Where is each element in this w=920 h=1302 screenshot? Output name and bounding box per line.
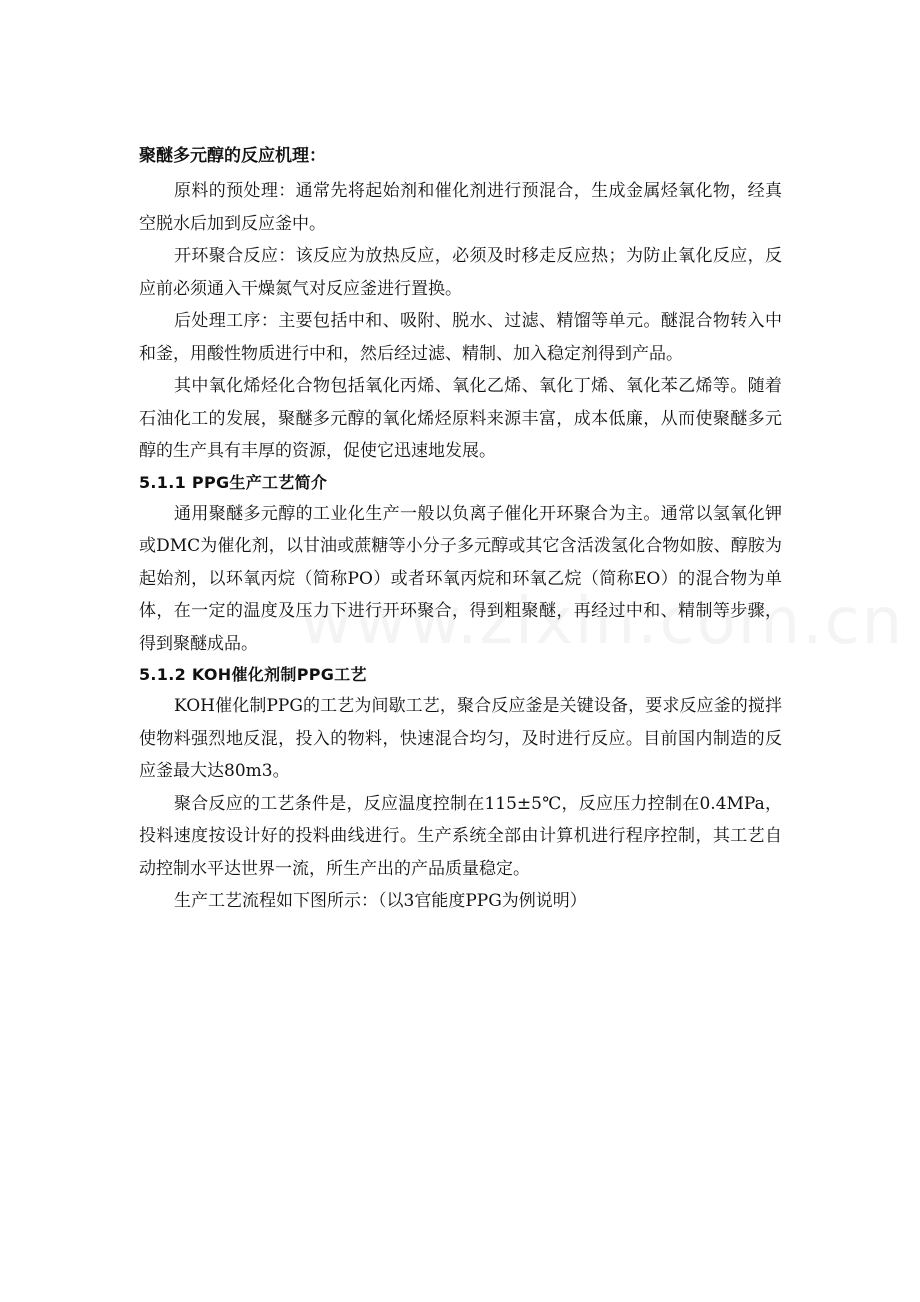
section-heading-koh-ppg: 5.1.2 KOH催化剂制PPG工艺 [139,665,367,684]
paragraph-process-conditions: 聚合反应的工艺条件是，反应温度控制在115±5℃，反应压力控制在0.4MPa，投料速度按设计好的投料曲线进行。生产系统全部由计算机进行程序控制，其工艺自动控制水平达世界一流，所生产出的产品质量稳定。 [139,793,782,879]
paragraph-alkylene-oxides: 其中氧化烯烃化合物包括氧化丙烯、氧化乙烯、氧化丁烯、氧化苯乙烯等。随着石油化工的发展，聚醚多元醇的氧化烯烃原料来源丰富，成本低廉，从而使聚醚多元醇的生产具有丰厚的资源，促使它迅速地发展。 [139,376,782,461]
paragraph-pretreatment: 原料的预处理：通常先将起始剂和催化剂进行预混合，生成金属烃氧化物，经真空脱水后加到反应釜中。 [139,181,782,234]
paragraph-ppg-intro: 通用聚醚多元醇的工业化生产一般以负离子催化开环聚合为主。通常以氢氧化钾或DMC为催化剂，以甘油或蔗糖等小分子多元醇或其它含活泼氢化合物如胺、醇胺为起始剂，以环氧丙烷（简称PO）或者环氧丙烷和环氧乙烷（简称EO）的混合物为单体，在一定的温度及压力下进行开环聚合，得到粗聚醚，再经过中和、精制等步骤，得到聚醚成品。 [139,503,782,654]
paragraph-flow-intro: 生产工艺流程如下图所示：（以3官能度PPG为例说明） [174,891,587,911]
section-heading-ppg-intro: 5.1.1 PPG生产工艺简介 [139,472,328,492]
paragraph-ring-opening: 开环聚合反应：该反应为放热反应，必须及时移走反应热；为防止氧化反应，反应前必须通入干燥氮气对反应釜进行置换。 [139,246,782,299]
paragraph-koh-process: KOH催化制PPG的工艺为间歇工艺，聚合反应釜是关键设备，要求反应釜的搅拌使物料强烈地反混，投入的物料，快速混合均匀，及时进行反应。目前国内制造的反应釜最大达80m3。 [139,696,782,781]
document-title: 聚醚多元醇的反应机理： [139,146,326,166]
document-page [139,141,782,918]
paragraph-post-treatment: 后处理工序：主要包括中和、吸附、脱水、过滤、精馏等单元。醚混合物转入中和釜，用酸性物质进行中和，然后经过滤、精制、加入稳定剂得到产品。 [139,311,782,364]
